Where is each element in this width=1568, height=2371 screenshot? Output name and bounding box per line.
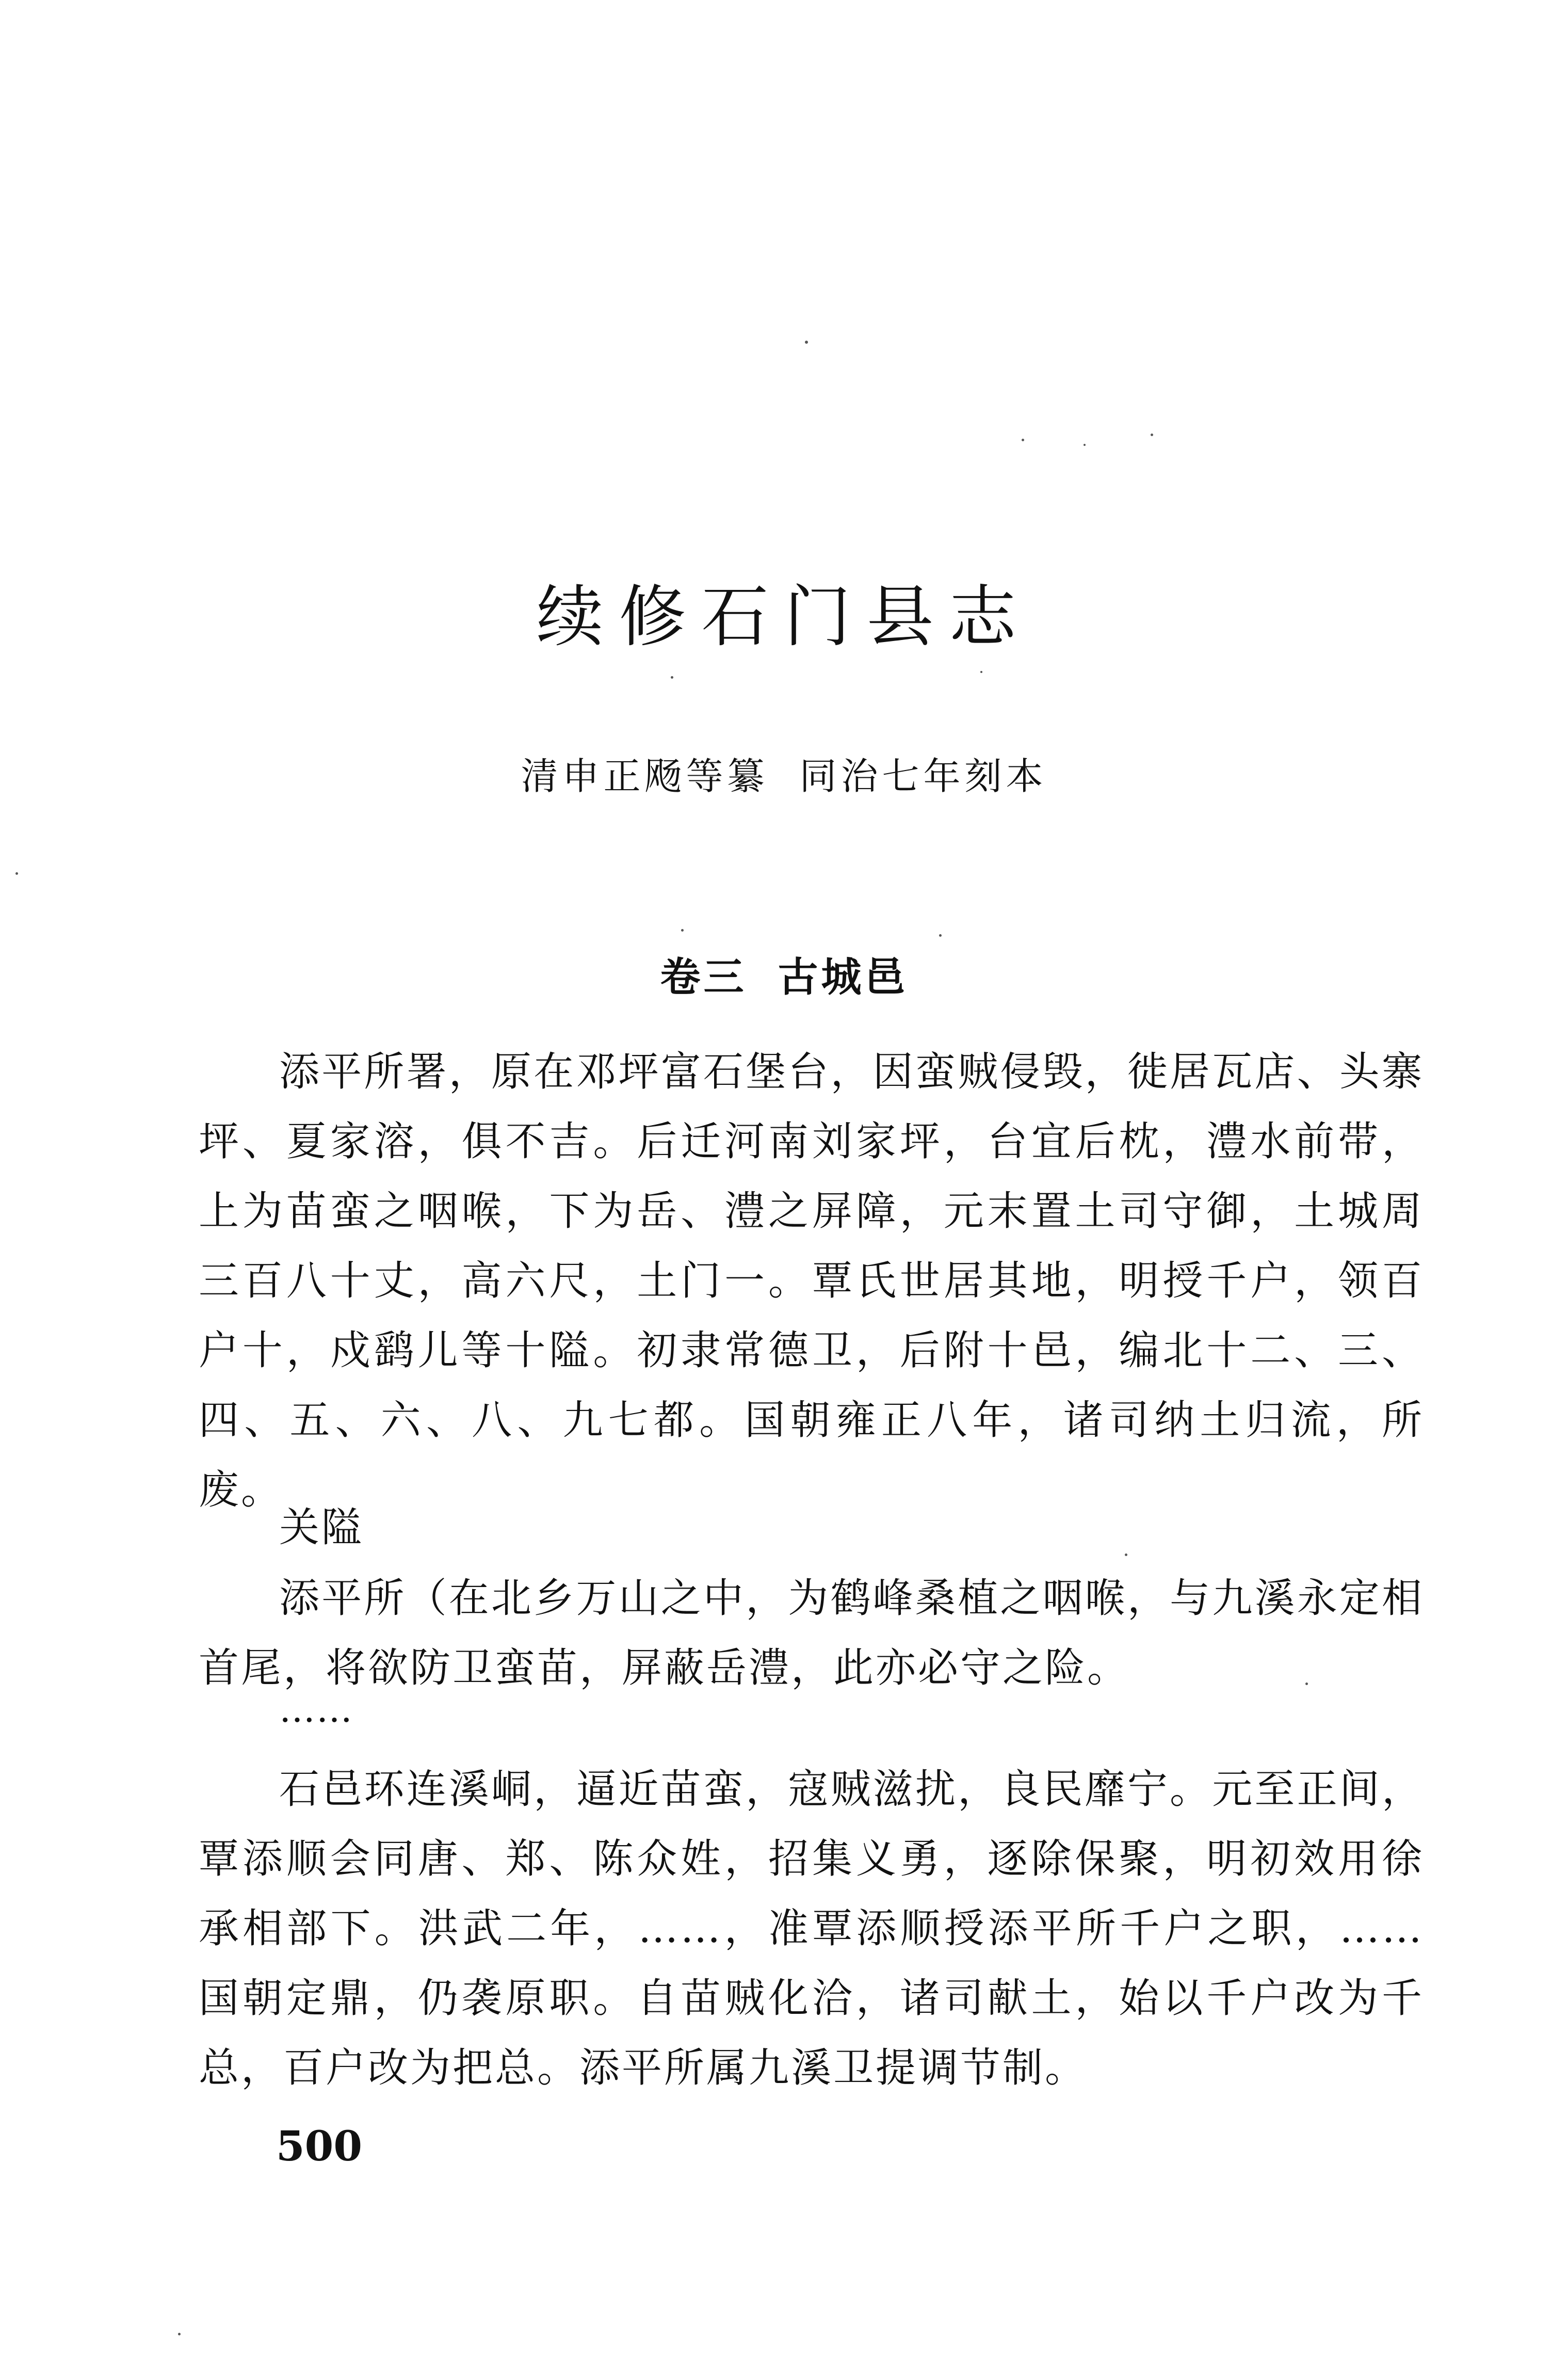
paragraph-history: 石邑环连溪峒，逼近苗蛮，寇贼滋扰，良民靡宁。元至正间，覃添顺会同唐、郑、陈众姓，招集义勇，逐除保聚，明初效用徐承相部下。洪武二年，……，准覃添顺授添平所千户之职，……国朝定鼎，仍袭原职。自苗贼化洽，诸司献土，始以千户改为千总，百户改为把总。添平所属九溪卫提调节制。 <box>199 1766 1424 2091</box>
paragraph-tianping-office: 添平所署，原在邓坪富石堡台，因蛮贼侵毁，徙居瓦店、头寨坪、夏家溶，俱不吉。后迁河南刘家坪，台宜后枕，澧水前带，上为苗蛮之咽喉，下为岳、澧之屏障，元末置土司守御，土城周三百八十丈，高六尺，土门一。覃氏世居其地，明授千户，领百户十，戍鹞儿等十隘。初隶常德卫，后附十邑，编北十二、三、四、五、六、八、九七都。国朝雍正八年，诸司纳土归流，所废。 <box>199 1049 1424 1513</box>
body-block-1 <box>199 1037 1424 1525</box>
scan-speck <box>671 676 673 679</box>
scan-speck <box>939 934 942 937</box>
book-title: 续修石门县志 <box>536 578 1032 656</box>
compiler-credit: 清申正飏等纂 <box>521 755 769 798</box>
subheading-passes: 关隘 <box>279 1504 364 1551</box>
paragraph-tianping-pass: 添平所（在北乡万山之中，为鹤峰桑植之咽喉，与九溪永定相首尾，将欲防卫蛮苗，屏蔽岳澧，此亦必守之险。 <box>199 1575 1424 1691</box>
volume-label: 卷三 <box>660 954 747 1001</box>
book-meta <box>0 755 1568 798</box>
scan-speck <box>805 341 808 344</box>
scan-speck <box>1022 439 1024 441</box>
section-name: 古城邑 <box>778 954 908 1001</box>
scan-speck <box>178 2333 181 2335</box>
scan-speck <box>15 872 18 875</box>
scan-speck <box>1151 434 1153 436</box>
page-number: 500 <box>276 2122 362 2170</box>
edition-note: 同治七年刻本 <box>799 755 1047 798</box>
body-block-3 <box>199 1755 1424 2103</box>
omission-mark: …… <box>279 1688 353 1731</box>
scan-speck <box>1084 444 1086 446</box>
scan-speck <box>1125 1553 1127 1556</box>
body-block-2 <box>199 1564 1424 1703</box>
scan-speck <box>681 929 684 932</box>
scan-speck <box>1305 1683 1308 1685</box>
section-title <box>0 954 1568 1001</box>
scan-speck <box>980 671 982 673</box>
